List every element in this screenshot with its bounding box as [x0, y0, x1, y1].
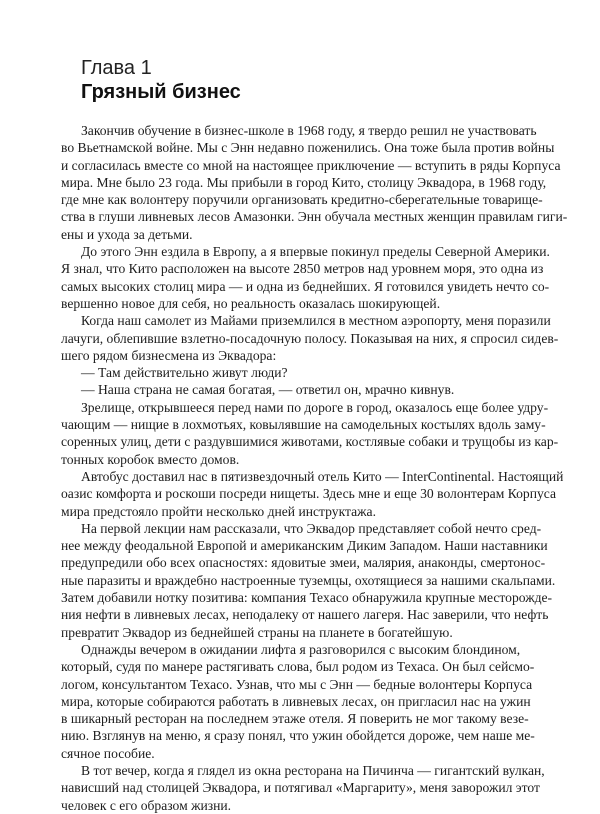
text-line: Автобус доставил нас в пятизвездочный отель Кито — InterContinental. Настоящий — [81, 468, 564, 484]
text-line: — Наша страна не самая богатая, — ответил он, мрачно кивнув. — [81, 382, 455, 398]
text-line: нависший над столицей Эквадора, и потягивал «Маргариту», меня заворожил этот — [61, 780, 540, 796]
text-line: тонных коробок вместо домов. — [61, 451, 240, 467]
text-line: До этого Энн ездила в Европу, а я впервые покинул пределы Северной Америки. — [81, 244, 550, 260]
paragraph — [61, 399, 559, 468]
text-line: который, судя по манере растягивать слова, был родом из Техаса. Он был сейсмо- — [61, 659, 535, 675]
text-line: Однажды вечером в ожидании лифта я разговорился с высоким блондином, — [81, 641, 521, 657]
paragraph — [61, 468, 564, 520]
paragraph — [61, 520, 556, 641]
paragraph — [61, 122, 568, 243]
text-line: где мне как волонтеру поручили организовать кредитно-сберегательные товарище- — [61, 192, 543, 208]
text-line: превратит Эквадор из беднейшей страны на планете в богатейшую. — [61, 624, 453, 640]
chapter-body — [61, 122, 568, 814]
text-line: сячное пособие. — [61, 745, 155, 761]
text-line: Зрелище, открывшееся перед нами по дороге в город, оказалось еще более удру- — [81, 399, 549, 415]
text-line: предупредили обо всех опасностях: ядовитые змеи, малярия, анаконды, смертонос- — [61, 555, 546, 571]
text-line: На первой лекции нам рассказали, что Эквадор представляет собой нечто сред- — [81, 520, 542, 536]
text-line: оазис комфорта и роскоши посреди нищеты. Здесь мне и еще 30 волонтерам Корпуса — [61, 486, 557, 502]
text-line: ные паразиты и враждебно настроенные туземцы, охотящиеся за нашими скальпами. — [61, 572, 556, 588]
text-line: шего рядом бизнесмена из Эквадора: — [61, 347, 277, 363]
paragraph — [61, 641, 535, 762]
text-line: Закончив обучение в бизнес-школе в 1968 году, я твердо решил не участвовать — [81, 123, 537, 138]
text-line: Затем добавили нотку позитива: компания Texaco обнаружила крупные месторожде- — [61, 590, 553, 606]
paragraph — [61, 762, 545, 814]
text-line: мира, которые собираются работать в ливневых лесах, он пригласил нас на ужин — [61, 693, 531, 709]
text-line: ства в глуши ливневых лесов Амазонки. Энн обучала местных женщин правилам гиги- — [61, 209, 568, 225]
text-line: мира предстояло пройти несколько дней инструктажа. — [61, 503, 376, 519]
chapter-title: Грязный бизнес — [81, 81, 241, 103]
text-line: нию. Взглянув на меню, я сразу понял, что ужин обойдется дороже, чем наше ме- — [61, 728, 535, 744]
text-line: лачуги, облепившие взлетно-посадочную полосу. Показывая на них, я спросил сидев- — [61, 330, 559, 346]
text-line: чающим — нищие в лохмотьях, ковылявшие на самодельных костылях вдоль заму- — [61, 417, 546, 433]
text-line: самых высоких столиц мира — и одна из беднейших. Я готовился увидеть нечто со- — [61, 278, 550, 294]
dialog-line — [61, 381, 512, 398]
text-line: Когда наш самолет из Майами приземлился в местном аэропорту, меня поразили — [81, 313, 551, 329]
text-line: и согласилась вместе со мной на настоящее приключение — вступить в ряды Корпуса — [61, 157, 561, 173]
text-line: логом, консультантом Texaco. Узнав, что мы с Энн — бедные волонтеры Корпуса — [61, 676, 533, 692]
dialog-line — [61, 364, 512, 381]
text-line: ены и ухода за детьми. — [61, 226, 193, 242]
text-line: ния нефти в ливневых лесах, неподалеку от нашего лагеря. Нас заверили, что нефть — [61, 607, 549, 623]
text-line: человек с его образом жизни. — [61, 797, 232, 813]
text-line: в шикарный ресторан на последнем этаже отеля. Я поверить не мог такому везе- — [61, 711, 529, 727]
text-line: нее между феодальной Европой и американским Диким Западом. Наши наставники — [61, 538, 548, 554]
text-line: вершенно новое для себя, но реальность оказалась шокирующей. — [61, 295, 441, 311]
text-line: соренных улиц, дети с раздувшимися животами, костлявые собаки и трущобы из кар- — [61, 434, 559, 450]
text-line: Я знал, что Кито расположен на высоте 2850 метров над уровнем моря, это одна из — [61, 261, 544, 277]
text-line: В тот вечер, когда я глядел из окна ресторана на Пичинча — гигантский вулкан, — [81, 762, 545, 778]
paragraph — [61, 312, 559, 364]
text-line: — Там действительно живут люди? — [81, 365, 288, 381]
chapter-label: Глава 1 — [81, 57, 152, 79]
text-line: во Вьетнамской войне. Мы с Энн недавно поженились. Она тоже была против войны — [61, 140, 555, 156]
paragraph — [61, 243, 550, 312]
text-line: мира. Мне было 23 года. Мы прибыли в город Кито, столицу Эквадора, в 1968 году, — [61, 174, 547, 190]
